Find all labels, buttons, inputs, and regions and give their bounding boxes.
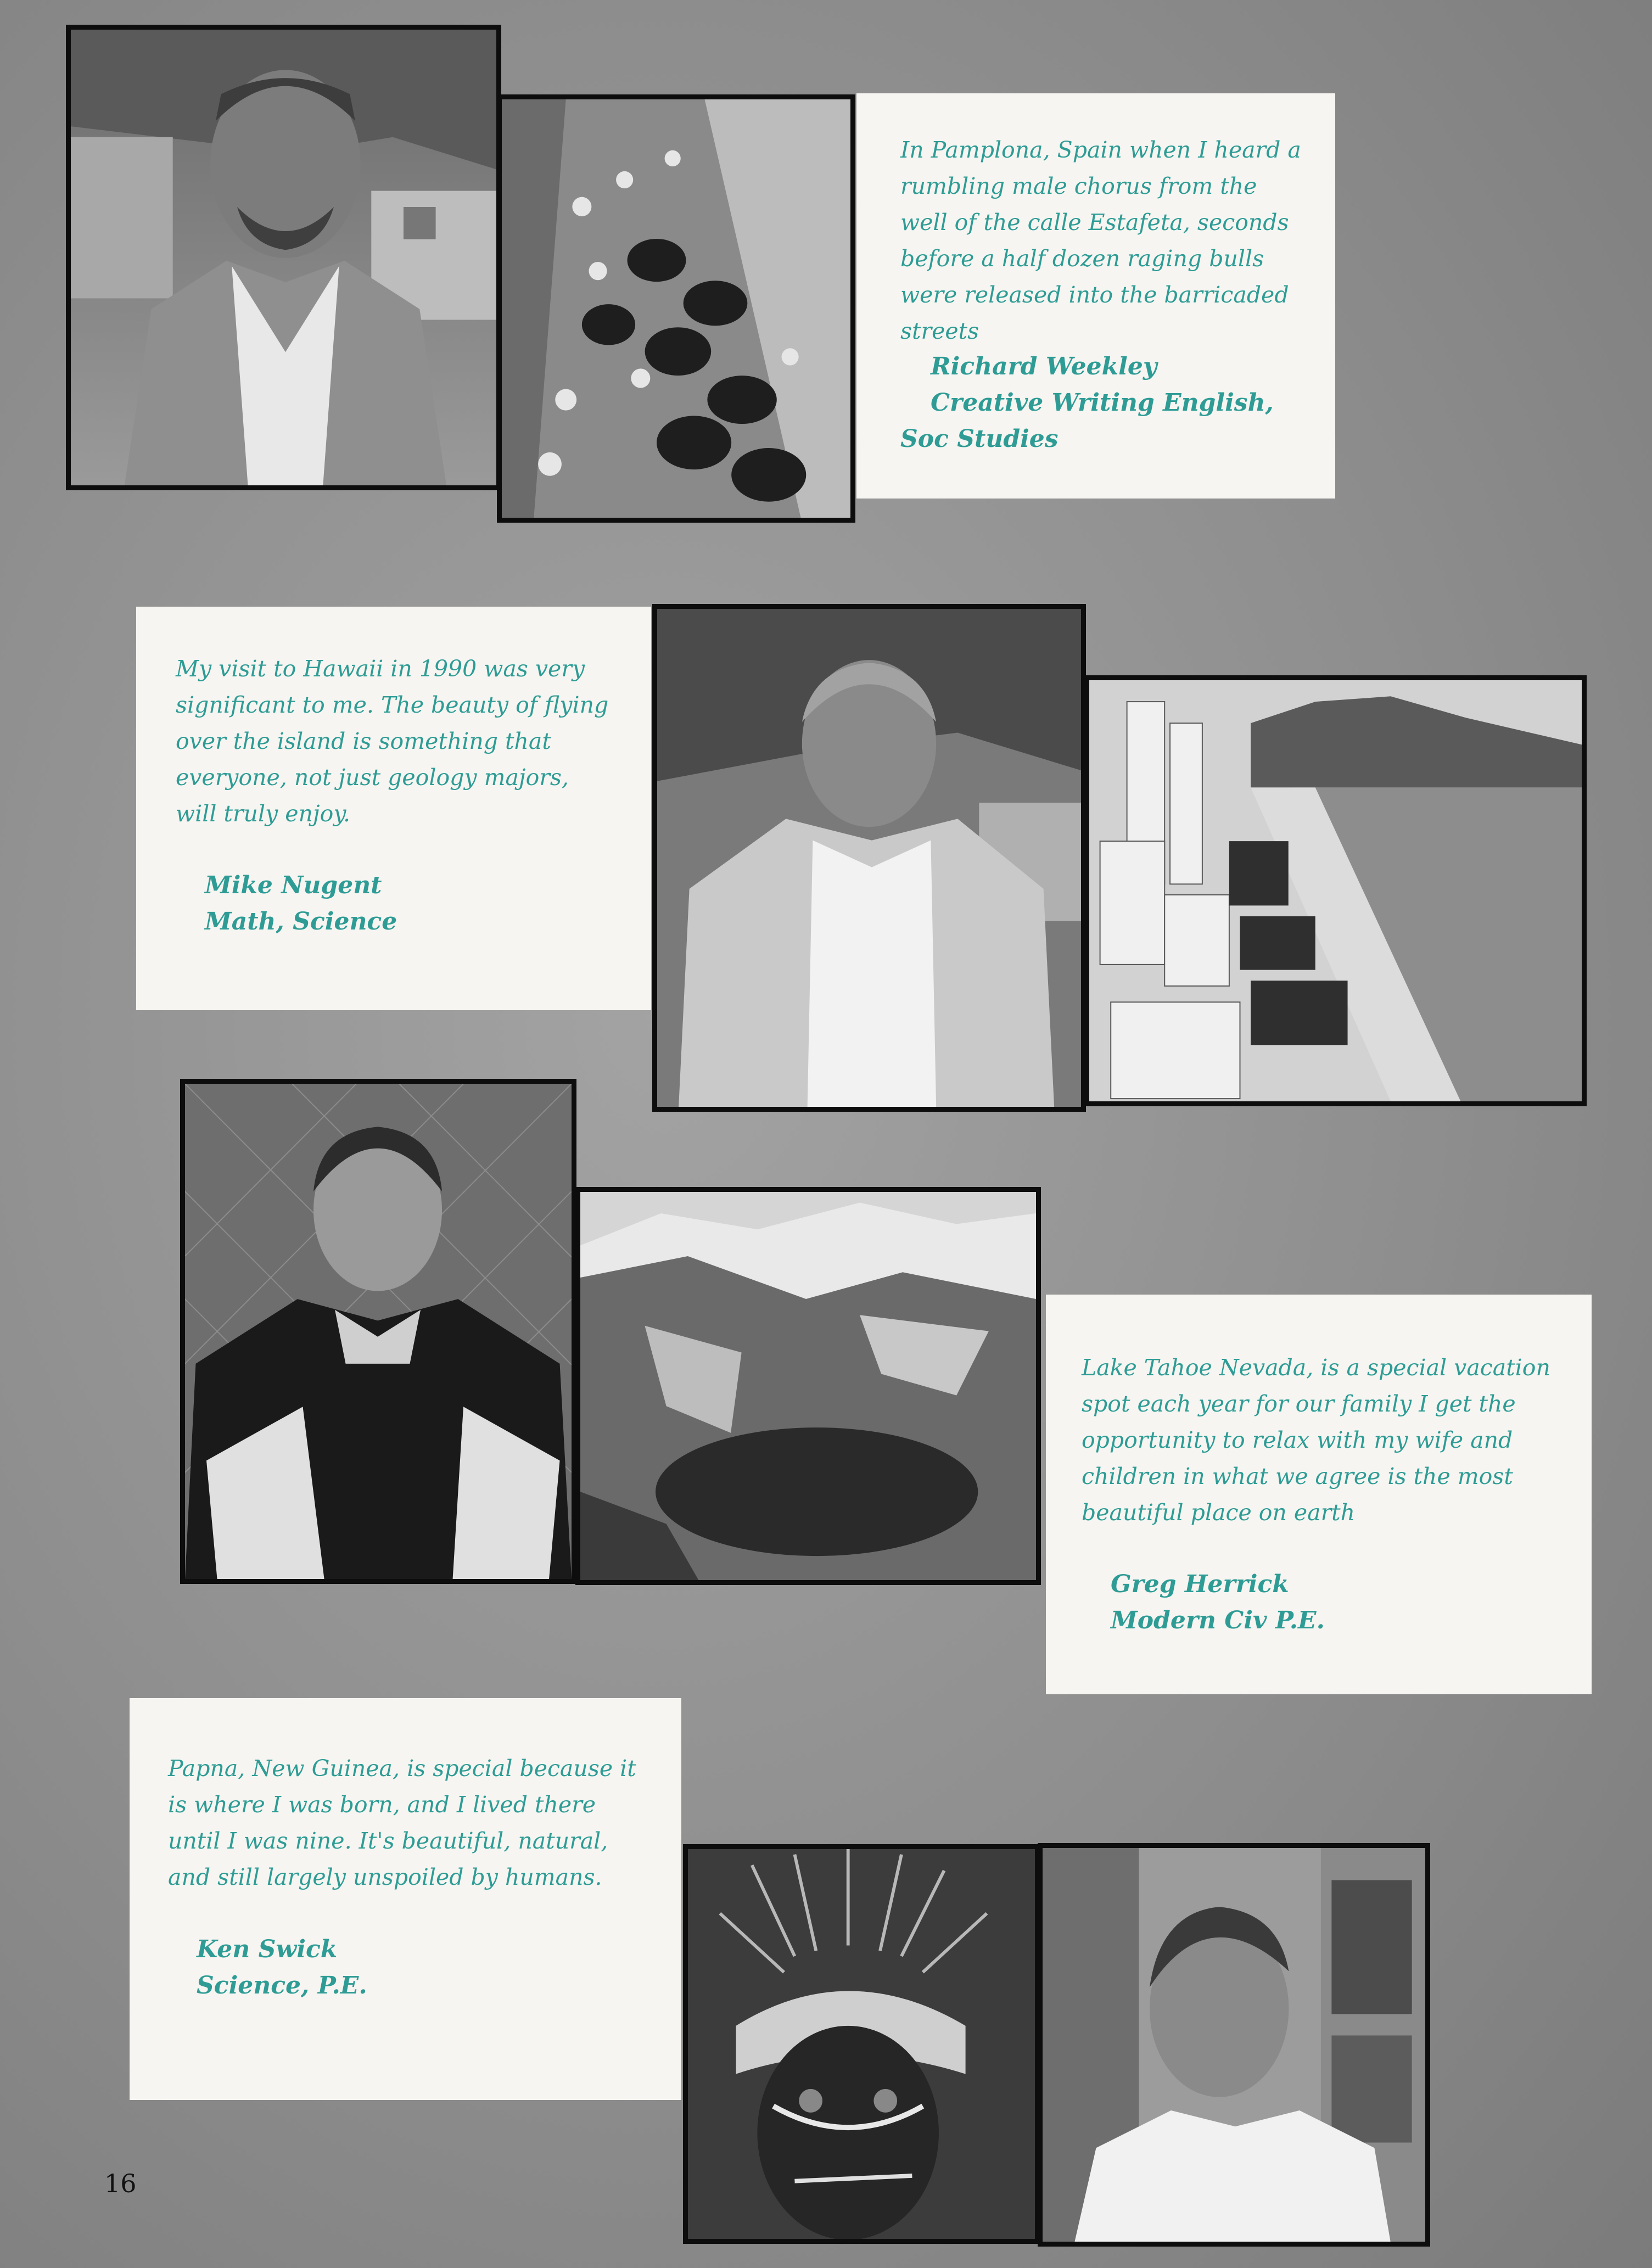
profile-card-richard-weekley [856, 93, 1335, 499]
teacher-name: Ken Swick [197, 1935, 338, 1963]
profile-quote: Papna, New Guinea, is special because it is where I was born, and I lived there until I was nine. It's beautiful, natural, and still largely unspoiled by humans. [168, 1755, 636, 1890]
new-guinea-tribesman-photo [683, 1844, 1040, 2244]
profile-card-ken-swick [130, 1698, 681, 2100]
profile-quote: My visit to Hawaii in 1990 was very significant to me. The beauty of flying over the island is something that everyone, not just geology majors, will truly enjoy. [176, 656, 609, 827]
portrait-richard-weekley [66, 25, 501, 490]
portrait-mike-nugent [652, 604, 1086, 1112]
teacher-subjects: Creative Writing English, Soc Studies [900, 389, 1274, 453]
portrait-greg-herrick [180, 1079, 576, 1584]
running-of-the-bulls-photo [497, 94, 855, 523]
page-number: 16 [104, 2169, 137, 2198]
teacher-subjects: Science, P.E. [197, 1972, 367, 2000]
teacher-name: Greg Herrick [1111, 1570, 1289, 1598]
portrait-ken-swick [1038, 1843, 1430, 2247]
teacher-name: Mike Nugent [205, 871, 382, 899]
waikiki-beach-photo [1084, 675, 1587, 1106]
teacher-subjects: Modern Civ P.E. [1111, 1606, 1325, 1634]
teacher-name: Richard Weekley [931, 352, 1157, 380]
profile-card-mike-nugent [136, 607, 651, 1010]
teacher-subjects: Math, Science [205, 908, 397, 936]
profile-quote: In Pamplona, Spain when I heard a rumbling male chorus from the well of the calle Estafeta, seconds before a half dozen raging bulls were released into the barricaded streets [900, 137, 1301, 344]
profile-quote: Lake Tahoe Nevada, is a special vacation spot each year for our family I get the opportunity to relax with my wife and children in what we agree is the most beautiful place on earth [1082, 1354, 1550, 1526]
lake-tahoe-photo [575, 1187, 1041, 1585]
profile-card-greg-herrick [1046, 1295, 1592, 1694]
